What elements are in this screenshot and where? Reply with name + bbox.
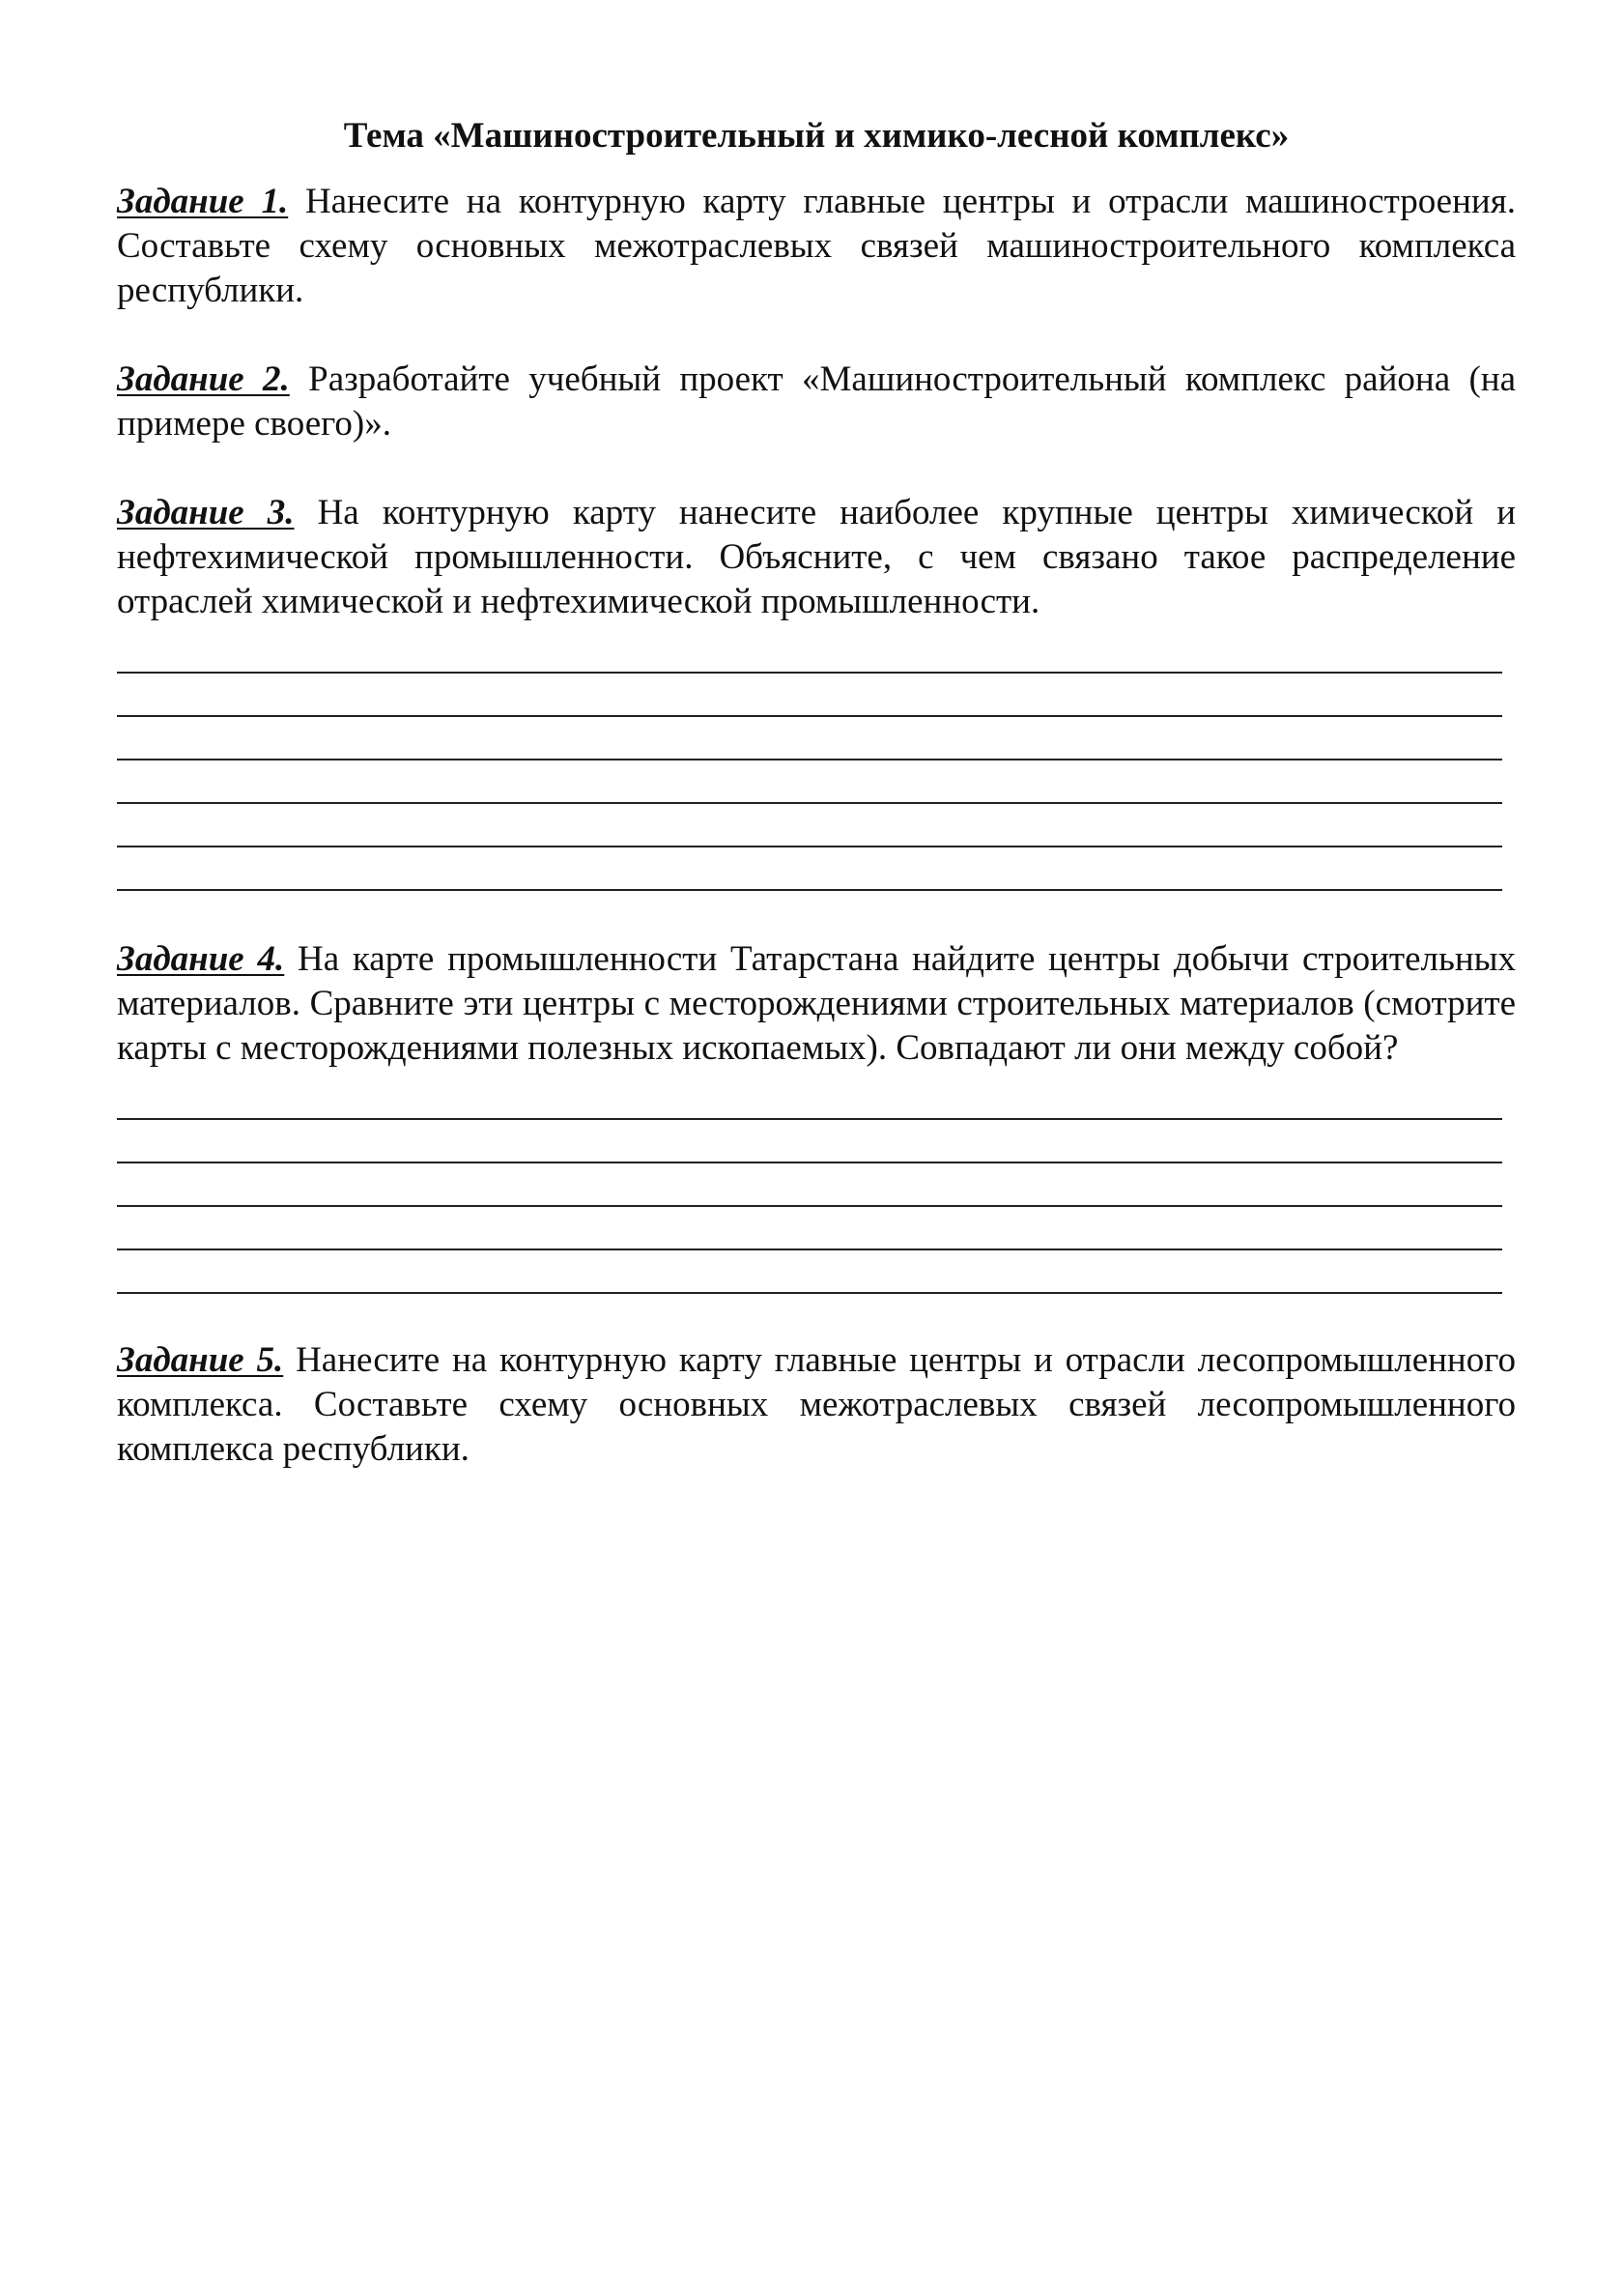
task-2-text: Разработайте учебный проект «Машиностроительный комплекс района (на примере своего)».	[117, 359, 1516, 444]
answer-line[interactable]	[117, 761, 1502, 804]
task-3-label: Задание 3.	[117, 493, 295, 532]
answer-line[interactable]	[117, 1207, 1502, 1250]
answer-line[interactable]	[117, 1076, 1502, 1120]
worksheet-content	[117, 114, 1516, 1472]
task-4-label: Задание 4.	[117, 939, 285, 979]
task-4-text: На карте промышленности Татарстана найдите центры добычи строительных материалов. Сравните эти центры с месторождениями строительных материалов (смотрите карты с месторождениями полезных ископаемых). Совпадают ли они между собой?	[117, 939, 1516, 1068]
task-5	[117, 1338, 1516, 1472]
task-4-answer-lines	[117, 1076, 1502, 1294]
answer-line[interactable]	[117, 1250, 1502, 1294]
task-1	[117, 180, 1516, 313]
task-5-label: Задание 5.	[117, 1340, 284, 1380]
answer-line[interactable]	[117, 674, 1502, 717]
task-3	[117, 491, 1516, 624]
task-3-text: На контурную карту нанесите наиболее крупные центры химической и нефтехимической промышленности. Объясните, с чем связано такое распределение отраслей химической и нефтехимической промышленности.	[117, 493, 1516, 621]
answer-line[interactable]	[117, 630, 1502, 674]
page-title: Тема «Машиностроительный и химико-лесной комплекс»	[343, 116, 1290, 156]
answer-line[interactable]	[117, 717, 1502, 761]
task-2-label: Задание 2.	[117, 359, 290, 399]
answer-line[interactable]	[117, 804, 1502, 847]
task-3-answer-lines	[117, 630, 1502, 891]
answer-line[interactable]	[117, 1163, 1502, 1207]
task-2	[117, 358, 1516, 446]
answer-line[interactable]	[117, 847, 1502, 891]
task-5-text: Нанесите на контурную карту главные центры и отрасли лесопромышленного комплекса. Составьте схему основных межотраслевых связей лесопромышленного комплекса республики.	[117, 1340, 1516, 1469]
answer-line[interactable]	[117, 1120, 1502, 1163]
task-4	[117, 937, 1516, 1071]
task-1-text: Нанесите на контурную карту главные центры и отрасли машиностроения. Составьте схему основных межотраслевых связей машиностроительного комплекса республики.	[117, 182, 1516, 310]
task-1-label: Задание 1.	[117, 182, 289, 221]
